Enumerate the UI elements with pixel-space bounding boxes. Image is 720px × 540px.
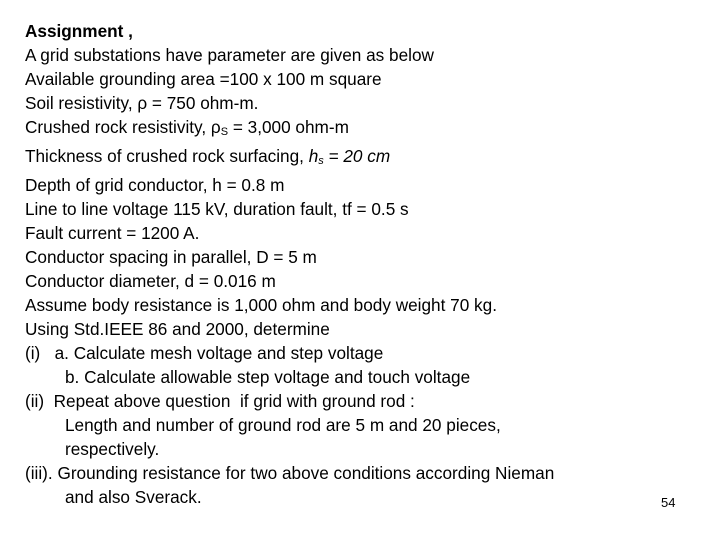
surface-thickness-label: Thickness of crushed rock surfacing, [25, 146, 309, 166]
soil-resistivity-line: Soil resistivity, ρ = 750 ohm-m. [25, 93, 259, 113]
surface-thickness-subscript: s [318, 155, 324, 167]
body-assumption-line: Assume body resistance is 1,000 ohm and body weight 70 kg. [25, 295, 497, 315]
grounding-area-line: Available grounding area =100 x 100 m square [25, 69, 382, 89]
question-iii-cont: and also Sverack. [65, 487, 202, 507]
crushed-rock-resistivity-line [25, 115, 705, 144]
standard-line: Using Std.IEEE 86 and 2000, determine [25, 319, 330, 339]
surface-thickness-line [25, 144, 705, 173]
question-ii: (ii) Repeat above question if grid with ground rod : [25, 391, 415, 411]
crushed-rock-subscript: S [220, 126, 229, 138]
surface-thickness-value: = 20 cm [323, 146, 391, 166]
crushed-rock-value: = 3,000 ohm-m [228, 117, 349, 137]
intro-line: A grid substations have parameter are given as below [25, 45, 434, 65]
line-voltage-line: Line to line voltage 115 kV, duration fault, tf = 0.5 s [25, 199, 409, 219]
question-i-b: b. Calculate allowable step voltage and touch voltage [65, 367, 471, 387]
assignment-text [25, 19, 705, 509]
fault-current-line: Fault current = 1200 A. [25, 223, 200, 243]
conductor-diameter-line: Conductor diameter, d = 0.016 m [25, 271, 276, 291]
question-ii-detail: Length and number of ground rod are 5 m and 20 pieces, [65, 415, 501, 435]
assignment-title: Assignment , [25, 21, 133, 41]
question-iii: (iii). Grounding resistance for two above conditions according Nieman [25, 463, 555, 483]
question-ii-detail-cont: respectively. [65, 439, 160, 459]
crushed-rock-label: Crushed rock resistivity, ρ [25, 117, 221, 137]
grid-depth-line: Depth of grid conductor, h = 0.8 m [25, 175, 285, 195]
question-i-a: (i) a. Calculate mesh voltage and step voltage [25, 343, 384, 363]
surface-thickness-symbol: h [308, 146, 319, 166]
conductor-spacing-line: Conductor spacing in parallel, D = 5 m [25, 247, 317, 267]
page-number: 54 [661, 495, 676, 510]
